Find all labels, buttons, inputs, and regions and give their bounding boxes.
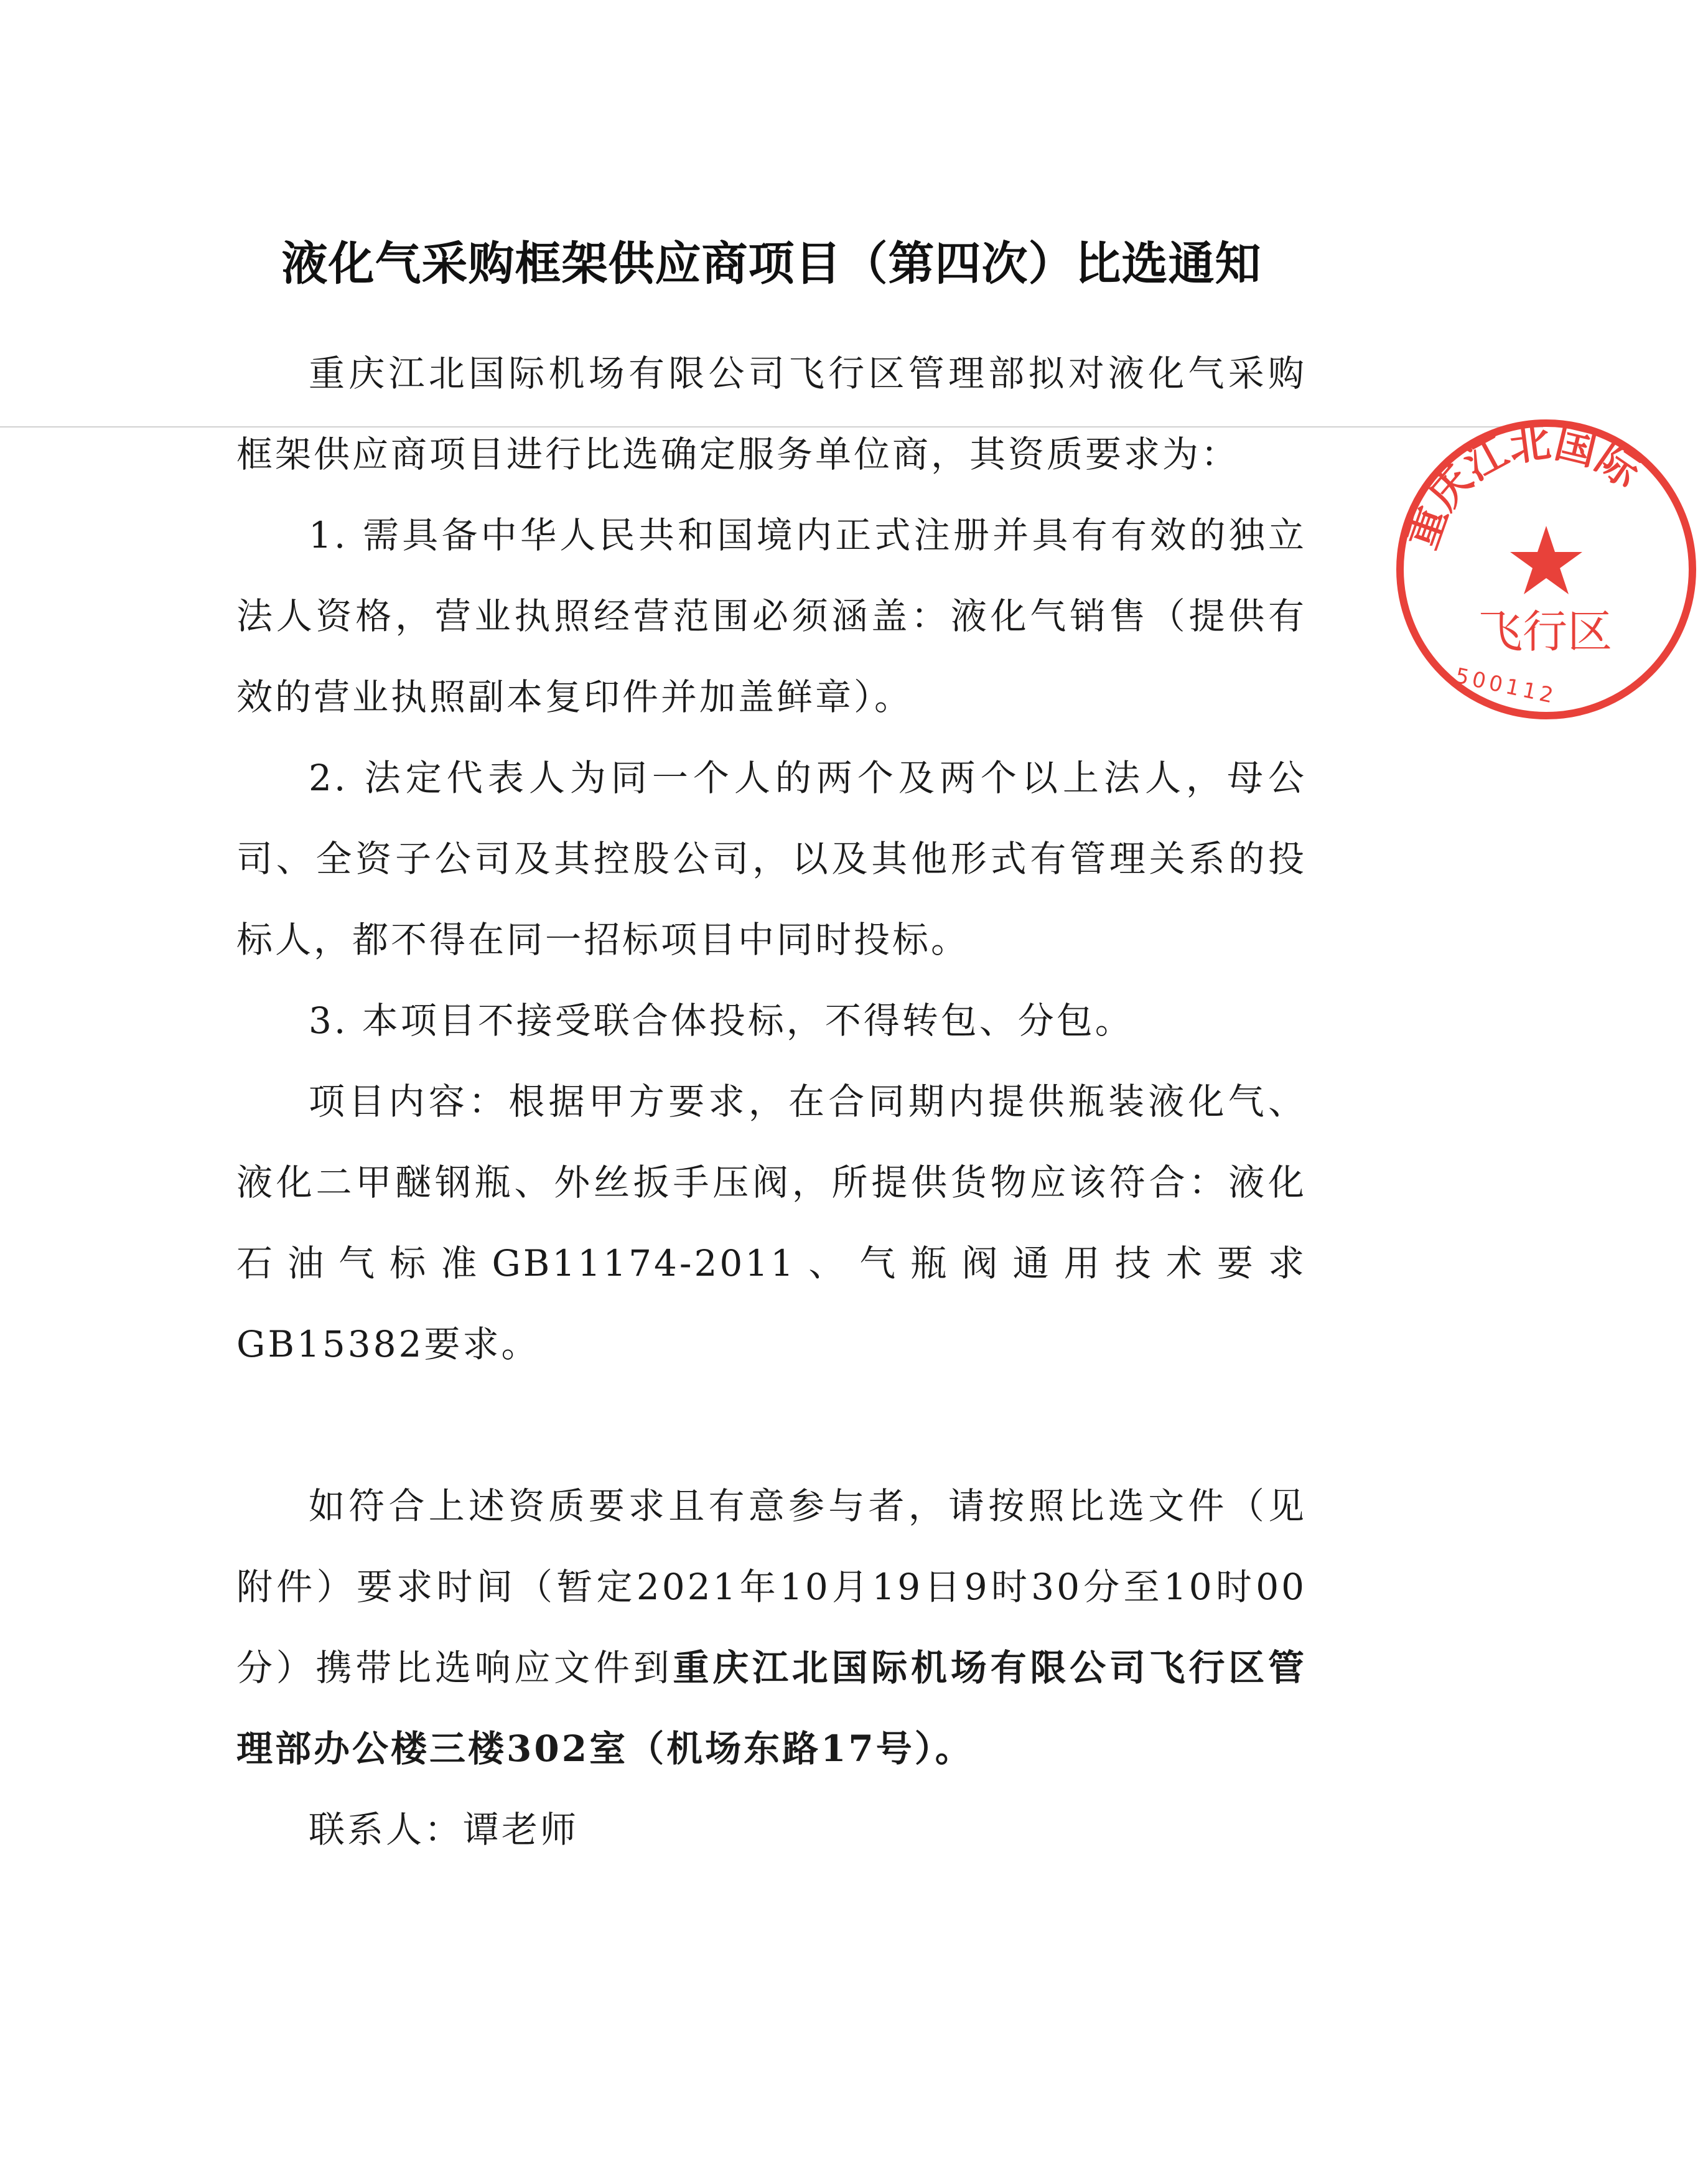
paragraph-spacer [236, 1385, 1307, 1465]
participation-location: 重庆江北国际机场有限公司飞行区管理部办公楼三楼302室（机场东路17号）。 [236, 1647, 1307, 1770]
official-seal-icon [1384, 408, 1708, 731]
intro-paragraph: 重庆江北国际机场有限公司飞行区管理部拟对液化气采购框架供应商项目进行比选确定服务单位商，其资质要求为： [236, 352, 1307, 475]
seal-top-text: 重庆江北国际 [1398, 418, 1648, 555]
document-title: 液化气采购框架供应商项目（第四次）比选通知 [281, 237, 1262, 291]
project-content-paragraph: 项目内容：根据甲方要求，在合同期内提供瓶装液化气、液化二甲醚钢瓶、外丝扳手压阀，所提供货物应该符合：液化石油气标准GB11174-2011、气瓶阀通用技术要求GB15382要求。 [236, 1080, 1307, 1365]
participation-paragraph [236, 1465, 1307, 1789]
seal-number: 500112 [1453, 663, 1559, 709]
seal-star-icon [1510, 526, 1582, 594]
participation-text: 如符合上述资质要求且有意参与者，请按照比选文件（见附件）要求时间（暂定2021年10月19日9时30分至10时00分）携带比选响应文件到 [236, 1485, 1307, 1689]
contact-line: 联系人：谭老师 [309, 1808, 579, 1851]
document-body [236, 333, 1307, 1870]
seal-inner-text: 飞行区 [1478, 605, 1613, 658]
requirement-2: 2. 法定代表人为同一个人的两个及两个以上法人，母公司、全资子公司及其控股公司，以及其他形式有管理关系的投标人，都不得在同一招标项目中同时投标。 [236, 757, 1307, 961]
requirement-3: 3. 本项目不接受联合体投标，不得转包、分包。 [309, 999, 1134, 1042]
requirement-1: 1. 需具备中华人民共和国境内正式注册并具有有效的独立法人资格，营业执照经营范围必须涵盖：液化气销售（提供有效的营业执照副本复印件并加盖鲜章）。 [236, 514, 1307, 718]
